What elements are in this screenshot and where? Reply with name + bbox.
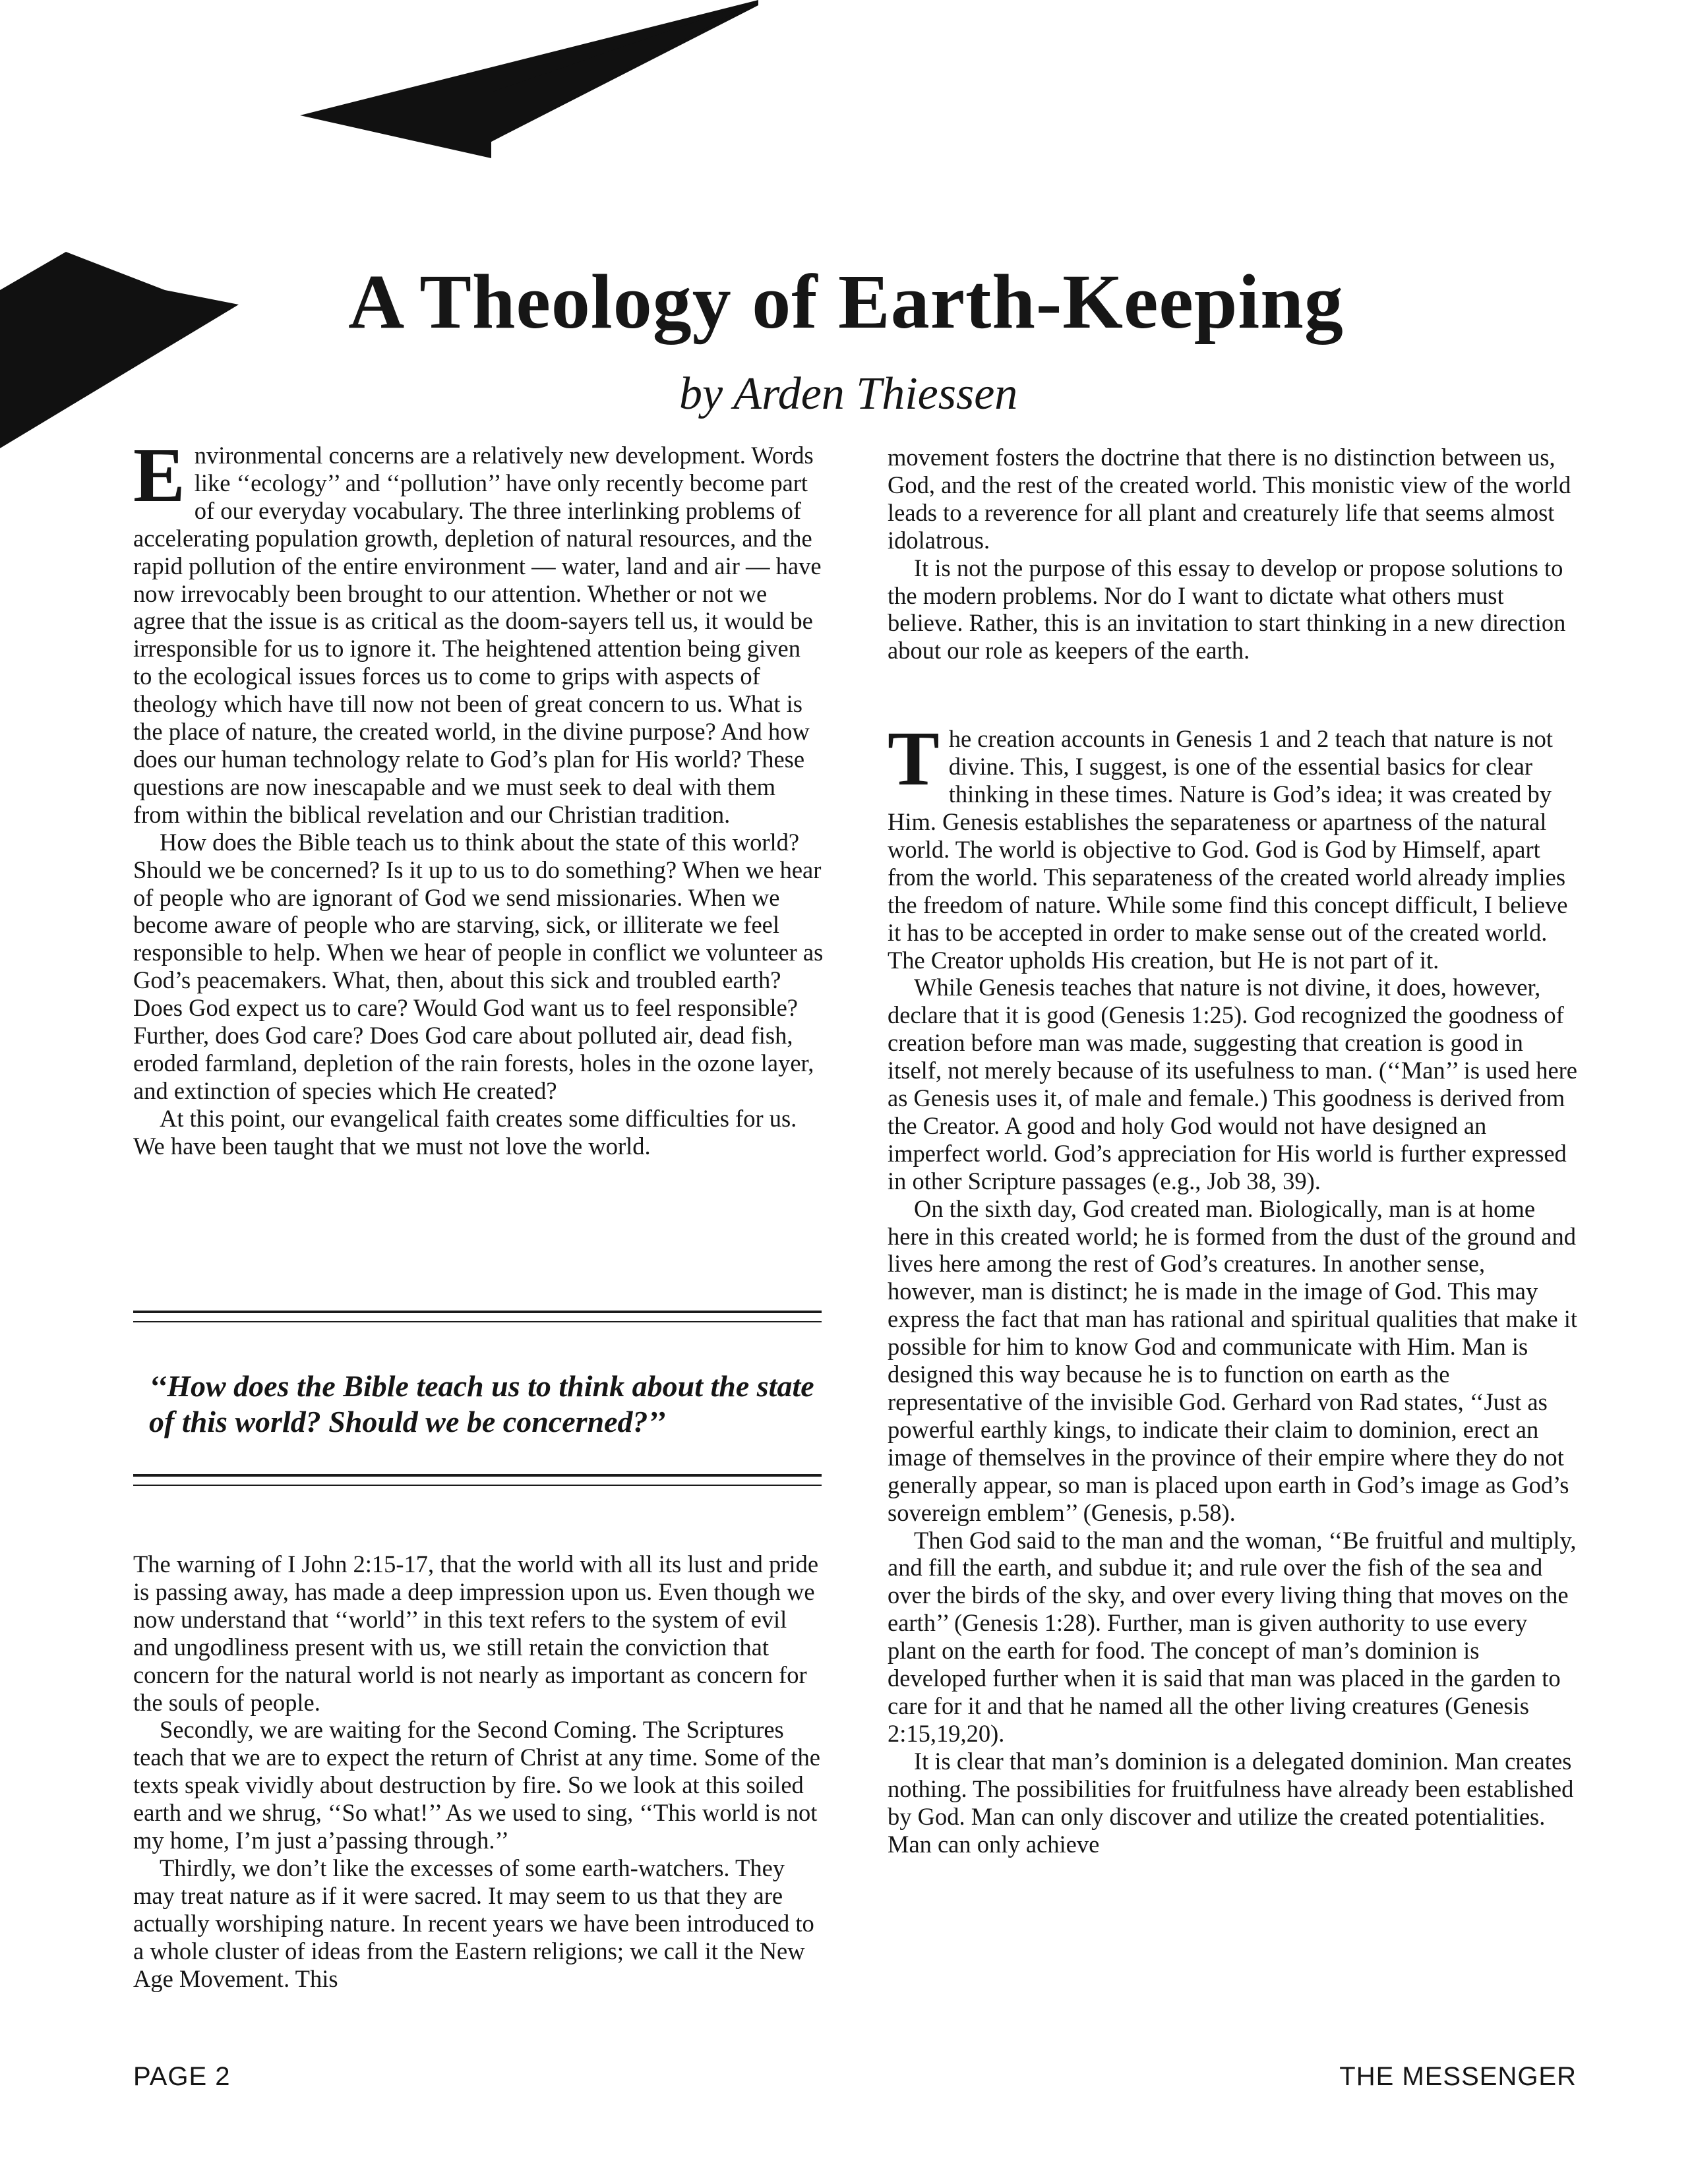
paragraph: At this point, our evangelical faith creates some difficulties for us. We have been taught that we must not love the world. xyxy=(133,1104,797,1160)
divider-rule xyxy=(133,1311,822,1322)
article-title: A Theology of Earth-Keeping xyxy=(348,258,1344,345)
top-arrow-shape xyxy=(300,0,758,158)
paragraph: It is not the purpose of this essay to develop or propose solutions to the modern problems. Nor do I want to dictate what others must believe. Rather, this is an invitation to start thinking in a new direction about our role as keepers of the earth. xyxy=(888,554,1566,664)
left-column-top xyxy=(133,432,824,1160)
paragraph: Secondly, we are waiting for the Second Coming. The Scriptures teach that we are to expect the return of Christ at any time. Some of the texts speak vividly about destruction by fire. So we look at this soiled earth and we shrug, ‘‘So what!’’ As we used to sing, ‘‘This world is not my home, I’m just a’passing through.’’ xyxy=(133,1716,820,1854)
paragraph: The creation accounts in Genesis 1 and 2 teach that nature is not divine. This, I suggest, is one of the essential basics for clear thinking in these times. Nature is God’s idea; it was created by Him. Genesis establishes the separateness or apartness of the natural world. The world is objective to God. God is God by Himself, apart from the world. This separateness of the created world already implies the freedom of nature. While some find this concept difficult, I believe it has to be accepted in order to make sense out of the created world. The Creator upholds His creation, but He is not part of it. xyxy=(888,715,1568,974)
paragraph: Thirdly, we don’t like the excesses of some earth-watchers. They may treat nature as if it were sacred. It may seem to us that they are actually worshiping nature. In recent years we have been introduced to a whole cluster of ideas from the Eastern religions; we call it the New Age Movement. This xyxy=(133,1854,814,1992)
page-number: PAGE 2 xyxy=(133,2062,231,2091)
paragraph: Then God said to the man and the woman, ‘‘Be fruitful and multiply, and fill the earth, and subdue it; and rule over the fish of the sea and over the birds of the sky, and over every living thing that moves on the earth’’ (Genesis 1:28). Further, man is given authority to use every plant on the earth for food. The concept of man’s dominion is developed further when it is said that man was placed in the garden to care for it and that he named all the other living creatures (Genesis 2:15,19,20). xyxy=(888,1526,1577,1747)
drop-cap: T xyxy=(888,715,940,802)
paragraph: On the sixth day, God created man. Biologically, man is at home here in this created world; he is formed from the dust of the ground and lives here among the rest of God’s creatures. In another sense, however, man is distinct; he is made in the image of God. This may express the fact that man has rational and spiritual qualities that make it possible for him to know God and communicate with Him. Man is designed this way because he is to function on earth as the representative of the invisible God. Gerhard von Rad states, ‘‘Just as powerful earthly kings, to indicate their claim to dominion, erect an image of themselves in the province of their empire where they do not generally appear, so man is placed upon earth in God’s image as God’s sovereign emblem’’ (Genesis, p.58). xyxy=(888,1195,1578,1526)
paragraph: The warning of I John 2:15-17, that the world with all its lust and pride is passing away, has made a deep impression upon us. Even though we now understand that ‘‘world’’ in this text refers to the system of evil and ungodliness present with us, we still retain the conviction that concern for the natural world is not nearly as important as concern for the souls of people. xyxy=(133,1550,819,1716)
paragraph: How does the Bible teach us to think about the state of this world? Should we be concerned? Is it up to us to do something? When we hear of people who are ignorant of God we send missionaries. When we become aware of people who are starving, sick, or illiterate we feel responsible to help. When we hear of people in conflict we volunteer as God’s peacemakers. What, then, about this sick and troubled earth? Does God expect us to care? Would God want us to feel responsible? Further, does God care? Does God care about polluted air, dead fish, eroded farmland, depletion of the rain forests, holes in the ozone layer, and extinction of species which He created? xyxy=(133,828,824,1104)
publication-name: THE MESSENGER xyxy=(1339,2062,1577,2091)
right-column xyxy=(888,444,1579,1858)
paragraph: movement fosters the doctrine that there is no distinction between us, God, and the rest of the created world. This monistic view of the world leads to a reverence for all plant and creaturely life that seems almost idolatrous. xyxy=(888,444,1571,554)
divider-rule xyxy=(133,1474,822,1486)
paragraph: It is clear that man’s dominion is a delegated dominion. Man creates nothing. The possibilities for fruitfulness have already been established by God. Man can only discover and utilize the created potentialities. Man can only achieve xyxy=(888,1747,1574,1858)
pull-quote-text: ‘‘How does the Bible teach us to think about the state of this world? Should we be concerned?’’ xyxy=(149,1369,814,1438)
pull-quote-box xyxy=(133,1311,822,1486)
paragraph: Environmental concerns are a relatively new development. Words like ‘‘ecology’’ and ‘‘pollution’’ have only recently become part of our everyday vocabulary. The three interlinking problems of accelerating population growth, depletion of natural resources, and the rapid pollution of the entire environment — water, land and air — have now irrevocably been brought to our attention. Whether or not we agree that the issue is as critical as the doom-sayers tell us, it would be irresponsible for us to ignore it. The heightened attention being given to the ecological issues forces us to come to grips with aspects of theology which have till now not been of great concern to us. What is the place of nature, the created world, in the divine purpose? And how does our human technology relate to God’s plan for His world? These questions are now inescapable and we must seek to deal with them from within the biblical revelation and our Christian tradition. xyxy=(133,432,822,828)
paragraph: While Genesis teaches that nature is not divine, it does, however, declare that it is good (Genesis 1:25). God recognized the goodness of creation before man was made, suggesting that creation is good in itself, not merely because of its usefulness to man. (‘‘Man’’ is used here as Genesis uses it, of male and female.) This goodness is derived from the Creator. A good and holy God would not have designed an imperfect world. God’s appreciation for His world is further expressed in other Scripture passages (e.g., Job 38, 39). xyxy=(888,974,1578,1195)
drop-cap: E xyxy=(133,432,185,518)
article-byline: by Arden Thiessen xyxy=(679,369,1018,419)
section-break xyxy=(888,664,1579,725)
left-column-bottom xyxy=(133,1550,824,1993)
